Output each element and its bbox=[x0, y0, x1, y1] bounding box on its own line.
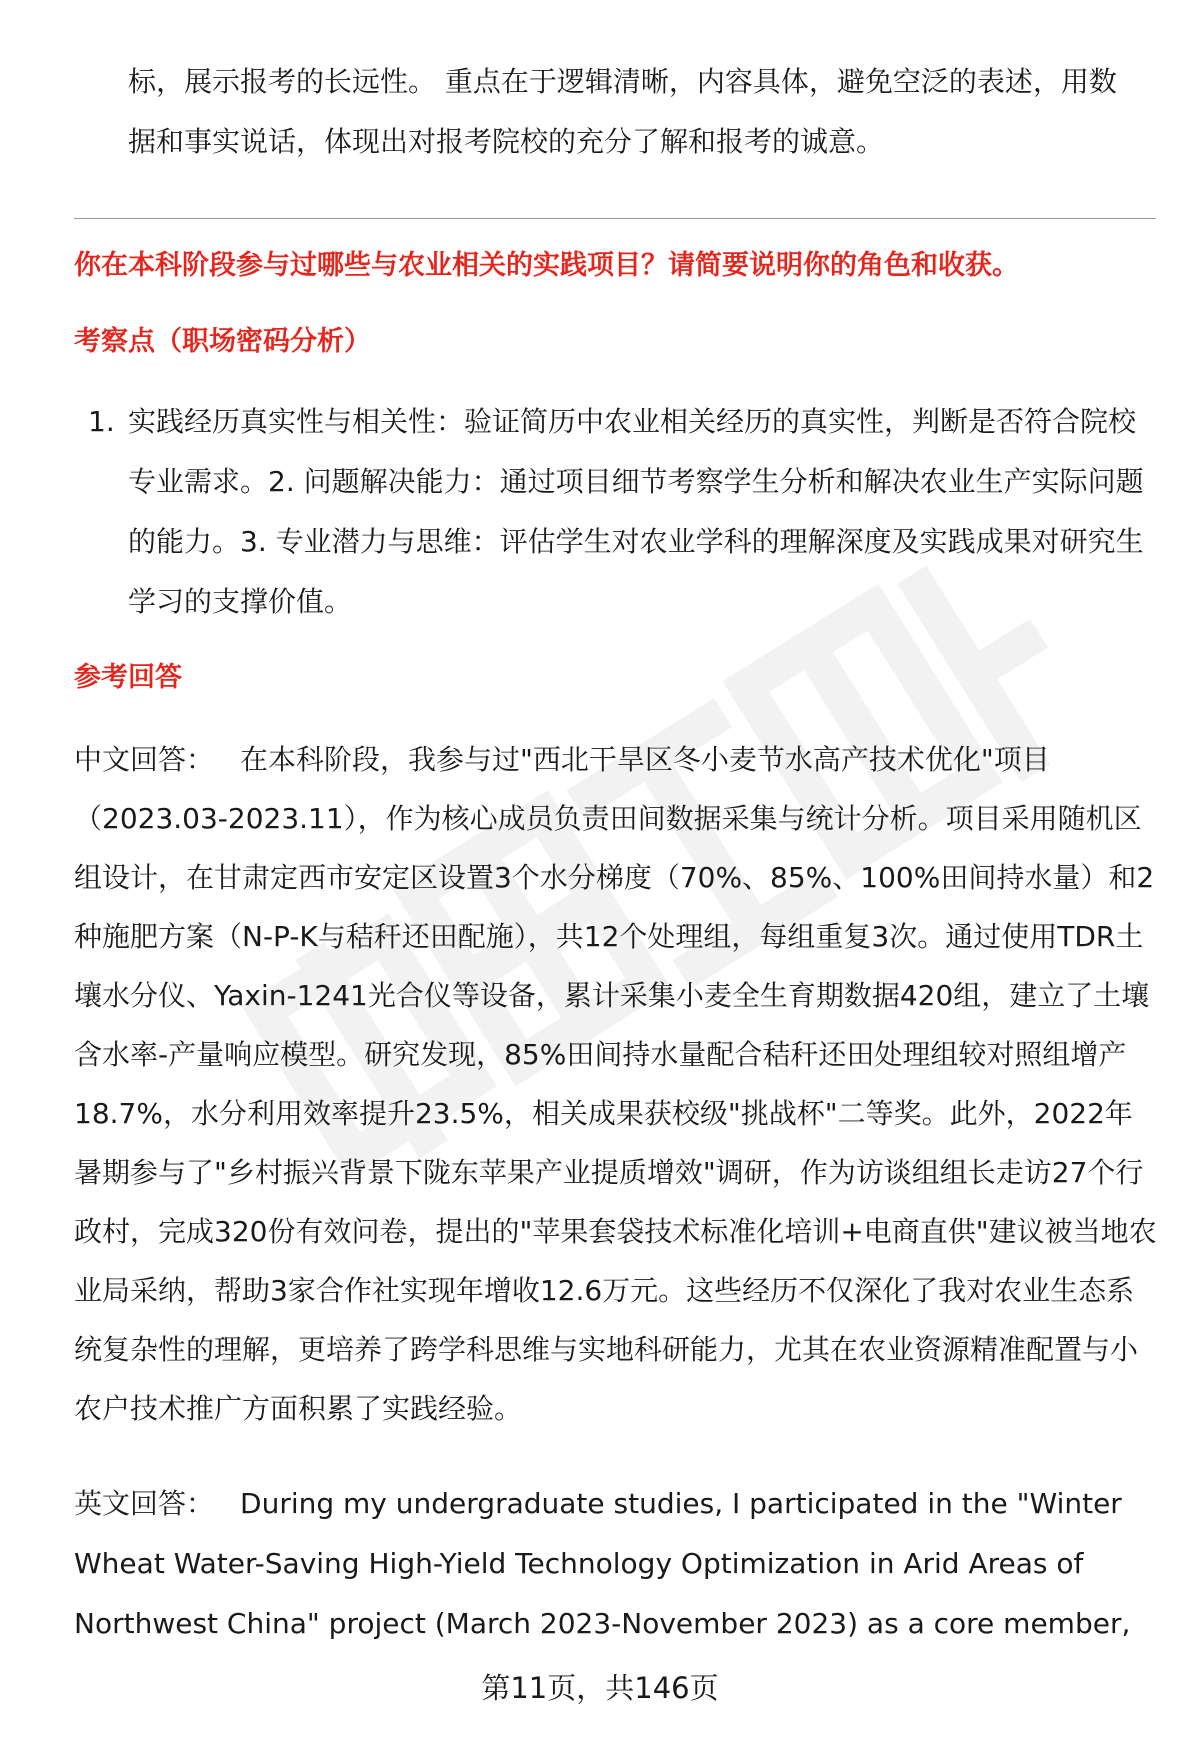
english-answer-label: 英文回答： bbox=[74, 1487, 215, 1520]
list-item bbox=[88, 392, 1148, 632]
chinese-answer-text: 在本科阶段，我参与过"西北干旱区冬小麦节水高产技术优化"项目（2023.03-2023.11），作为核心成员负责田间数据采集与统计分析。项目采用随机区组设计，在甘肃定西市安定区设置3个水分梯度（70%、85%、100%田间持水量）和2种施肥方案（N-P-K与秸秆还田配施），共12个处理组，每组重复3次。通过使用TDR土壤水分仪、Yaxin-1241光合仪等设备，累计采集小麦全生育期数据420组，建立了土壤含水率-产量响应模型。研究发现，85%田间持水量配合秸秆还田处理组较对照组增产18.7%，水分利用效率提升23.5%，相关成果获校级"挑战杯"二等奖。此外，2022年暑期参与了"乡村振兴背景下陇东苹果产业提质增效"调研，作为访谈组组长走访27个行政村，完成320份有效问卷，提出的"苹果套袋技术标准化培训+电商直供"建议被当地农业局采纳，帮助3家合作社实现年增收12.6万元。这些经历不仅深化了我对农业生态系统复杂性的理解，更培养了跨学科思维与实地科研能力，尤其在农业资源精准配置与小农户技术推广方面积累了实践经验。 bbox=[74, 743, 1157, 1425]
chinese-answer-paragraph bbox=[74, 730, 1158, 1438]
list-item-text: 实践经历真实性与相关性：验证简历中农业相关经历的真实性，判断是否符合院校专业需求。2. 问题解决能力：通过项目细节考察学生分析和解决农业生产实际问题的能力。3. 专业潜力与思维：评估学生对农业学科的理解深度及实践成果对研究生学习的支撑价值。 bbox=[128, 405, 1144, 618]
page-number-footer: 第11页，共146页 bbox=[481, 1671, 719, 1705]
english-answer-text: During my undergraduate studies, I participated in the "Winter Wheat Water-Saving High-Yield Technology Optimization in Arid Areas of Northwest China" project (March 2023-November 2023) as a core member, bbox=[74, 1487, 1131, 1640]
english-answer-paragraph bbox=[74, 1474, 1158, 1654]
assessment-points-list bbox=[88, 392, 1148, 632]
intro-paragraph-tail: 标，展示报考的长远性。 重点在于逻辑清晰，内容具体，避免空泛的表述，用数据和事实说话，体现出对报考院校的充分了解和报考的诚意。 bbox=[128, 65, 1117, 158]
section-divider bbox=[74, 218, 1156, 219]
chinese-answer-label: 中文回答： bbox=[74, 743, 215, 776]
list-item-number: 1. bbox=[88, 405, 115, 438]
assessment-points-heading: 考察点（职场密码分析） bbox=[74, 326, 371, 357]
reference-answer-heading: 参考回答 bbox=[74, 662, 182, 693]
interview-question: 你在本科阶段参与过哪些与农业相关的实践项目？请简要说明你的角色和收获。 bbox=[74, 250, 1019, 281]
